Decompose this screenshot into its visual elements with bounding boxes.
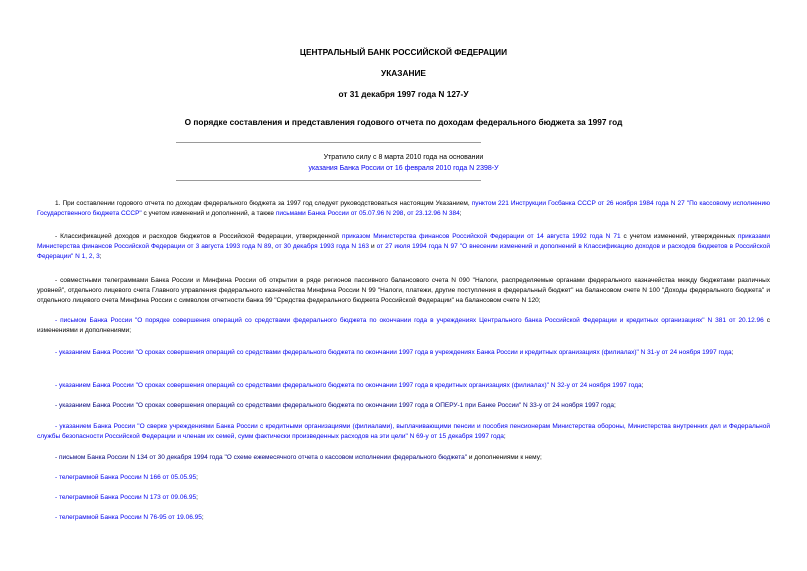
paragraph-1-text-c: , (403, 210, 408, 217)
list-item (37, 316, 770, 336)
paragraph-1-text-d: ; (459, 210, 462, 217)
letter-381-link[interactable]: - письмом Банка России "О порядке совершения операций со средствами федерального бюджета по окончании года в учреждениях Центрального банка Российской Федерации и кредитных организациях" N 381 от 20.12.96 (55, 317, 764, 324)
list-item (37, 381, 770, 391)
directive-31u-link[interactable]: - указанием Банка России "О сроках совершения операций со средствами федерального бюджета по окончании 1997 года в учреждениях Банка России и кредитных организациях (филиалах)" N 31-у от 24 ноября 1997 года (55, 349, 732, 356)
letter-384-link[interactable]: от 23.12.96 N 384 (407, 210, 460, 217)
paragraph-2-text-e: ; (99, 253, 102, 260)
list-item (37, 348, 770, 358)
repeal-notice-link-line (0, 164, 807, 174)
doc-type-heading: УКАЗАНИЕ (381, 68, 426, 78)
list-item-tail: ; (731, 349, 734, 356)
order-163-link[interactable]: от 30 декабря 1993 года N 163 (275, 243, 369, 250)
list-item-tail: ; (503, 433, 506, 440)
document-title: О порядке составления и представления годового отчета по доходам федерального бюджета за 1997 год (184, 117, 623, 127)
instruction-221-link[interactable]: пунктом 221 Инструкции Госбанка СССР от 26 ноября 1984 года N 27 "По кассовому исполнению Государственного бюджета СССР" (37, 200, 770, 217)
list-item (37, 422, 770, 442)
telegram-173-link[interactable]: - телеграммой Банка России N 173 от 09.06.95 (55, 494, 197, 501)
paragraph-2-text-c: , (271, 243, 276, 250)
list-item (37, 493, 770, 503)
list-item-tail: ; (196, 474, 198, 481)
list-item-tail: ; (613, 402, 616, 409)
list-item-tail: с изменениями и дополнениями; (37, 317, 770, 334)
order-71-link[interactable]: приказом Министерства финансов Российской Федерации от 14 августа 1992 года N 71 (342, 233, 621, 240)
paragraph-2-text-a: - Классификацией доходов и расходов бюджетов в Российской Федерации, утвержденной (55, 233, 343, 240)
paragraph-3: - совместными телеграммами Банка России и Минфина России об открытии в ряде регионов пассивного балансового счета N 090 "Налоги, распределяемые органами федерального казначейства между бюджетами различных уровней", отдельного лицевого счета Главного управления федерального казначейства Минфина России N 99 "Налоги, платежи, другие поступления в федеральный бюджет" на балансовом счете N 100 "Доходы федерального бюджета" и отдельного лицевого счета Минфина России с символом отчетности банка 99 "Средства федерального бюджета Российской Федерации" на балансовом счете N 120; (37, 277, 770, 304)
directive-69u-link[interactable]: - указанием Банка России "О сверке учреждениями Банка России с кредитными организациями (филиалами), выплачивающими пенсии и пособия пенсионерам Министерства обороны, Министерства внутренних дел и Федеральной службы безопасности Российской Федерации и членам их семей, сумм фактически произведенных расходов на эти цели" N 69-у от 15 декабря 1997 года (37, 423, 770, 440)
paragraph-2-text-d: и (368, 243, 377, 250)
list-item-tail: и дополнениями к нему; (467, 454, 542, 461)
list-item (37, 513, 770, 523)
telegram-166-link[interactable]: - телеграммой Банка России N 166 от 05.05.95 (55, 474, 197, 481)
telegram-76-95-link[interactable]: - телеграммой Банка России N 76-95 от 19.06.95 (55, 514, 202, 521)
list-item (37, 473, 770, 483)
paragraph-1 (37, 199, 770, 219)
order-89-link[interactable]: приказами Министерства финансов Российской Федерации от 3 августа 1993 года N 89 (37, 233, 770, 250)
letter-134-text: - письмом Банка России N 134 от 30 декабря 1994 года "О схеме ежемесячного отчета о кассовом исполнении федерального бюджета" (55, 454, 468, 461)
repeal-notice: Утратило силу с 8 марта 2010 года на основании (323, 154, 484, 161)
paragraph-1-text-b: с учетом изменений и дополнений, а также (141, 210, 276, 217)
list-item-tail: ; (196, 494, 198, 501)
order-97-link[interactable]: от 27 июля 1994 года N 97 "О внесении изменений и дополнений в Классификацию доходов и расходов бюджетов в Российской Федерации" N 1, 2, 3 (37, 243, 770, 260)
top-divider (176, 142, 481, 143)
letter-298-link[interactable]: письмами Банка России от 05.07.96 N 298 (275, 210, 404, 217)
list-item (37, 401, 770, 411)
directive-32u-link[interactable]: - указанием Банка России "О сроках совершения операций со средствами федерального бюджета по окончании 1997 года в кредитных организациях (филиалах)" N 32-у от 24 ноября 1997 года (55, 382, 642, 389)
paragraph-2-text-b: с учетом изменений, утвержденных (620, 233, 738, 240)
list-item-tail: ; (641, 382, 644, 389)
list-item (37, 453, 770, 463)
paragraph-1-text-a: 1. При составлении годового отчета по доходам федерального бюджета за 1997 год следует руководствоваться настоящим Указанием, (55, 200, 472, 207)
bottom-divider (176, 180, 481, 181)
directive-33u-text: - указанием Банка России "О сроках совершения операций со средствами федерального бюджета по окончании 1997 года в ОПЕРУ-1 при Банке России" N 33-у от 24 ноября 1997 года (55, 402, 614, 409)
date-number-heading: от 31 декабря 1997 года N 127-У (338, 89, 469, 99)
org-heading: ЦЕНТРАЛЬНЫЙ БАНК РОССИЙСКОЙ ФЕДЕРАЦИИ (299, 47, 508, 57)
repeal-notice-link[interactable]: указания Банка России от 16 февраля 2010 года N 2398-У (308, 165, 499, 172)
list-item-tail: ; (201, 514, 204, 521)
paragraph-2 (37, 232, 770, 262)
